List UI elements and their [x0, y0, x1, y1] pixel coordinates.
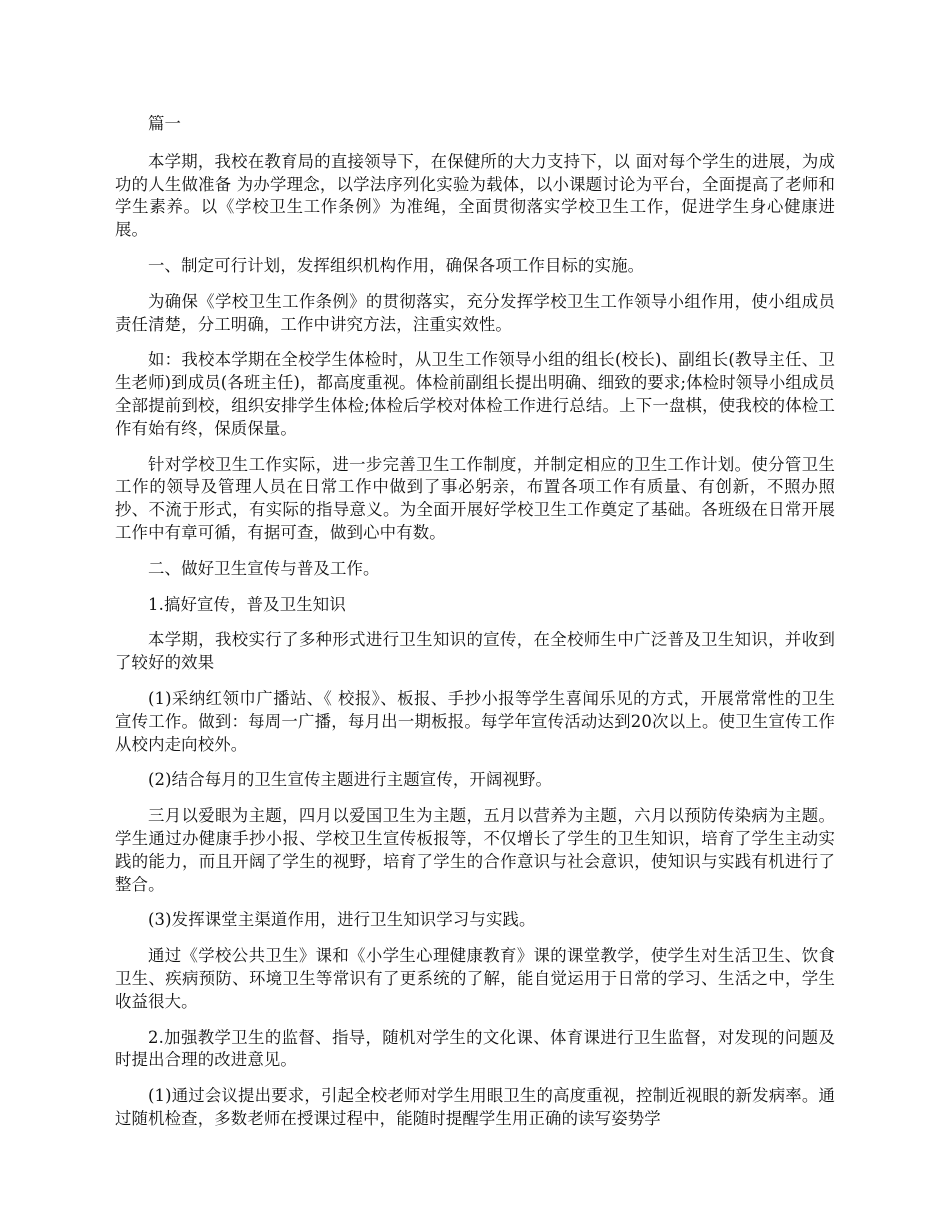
section-heading-1: 一、制定可行计划，发挥组织机构作用，确保各项工作目标的实施。	[148, 255, 645, 275]
paragraph: 为确保《学校卫生工作条例》的贯彻落实，充分发挥学校卫生工作领导小组作用，使小组成员责任清楚，分工明确，工作中讲究方法，注重实效性。	[115, 291, 835, 334]
paragraph: 通过《学校公共卫生》课和《小学生心理健康教育》课的课堂教学，使学生对生活卫生、饮食卫生、疾病预防、环境卫生等常识有了更系统的了解，能自觉运用于日常的学习、生活之中，学生收益很大。	[115, 946, 835, 1011]
paragraph: 三月以爱眼为主题，四月以爱国卫生为主题，五月以营养为主题，六月以预防传染病为主题。学生通过办健康手抄小报、学校卫生宣传板报等，不仅增长了学生的卫生知识，培育了学生主动实践的能力，而且开阔了学生的视野，培育了学生的合作意识与社会意识，使知识与实践有机进行了整合。	[115, 806, 835, 894]
document-heading: 篇一	[148, 114, 182, 133]
paragraph: 针对学校卫生工作实际，进一步完善卫生工作制度，并制定相应的卫生工作计划。使分管卫生工作的领导及管理人员在日常工作中做到了事必躬亲，布置各项工作有质量、有创新，不照办照抄、不流于形式，有实际的指导意义。为全面开展好学校卫生工作奠定了基础。各班级在日常开展工作中有章可循，有据可查，做到心中有数。	[115, 454, 835, 542]
paragraph-intro: 本学期，我校在教育局的直接领导下，在保健所的大力支持下，以 面对每个学生的进展，为成功的人生做准备 为办学理念，以学法序列化实验为载体，以小课题讨论为平台，全面提高了老师和学生素养。以《学校卫生工作条例》为准绳，全面贯彻落实学校卫生工作，促进学生身心健康进展。	[115, 151, 835, 240]
list-item: (2)结合每月的卫生宣传主题进行主题宣传，开阔视野。	[148, 770, 553, 790]
subsection-heading: 2.加强教学卫生的监督、指导，随机对学生的文化课、体育课进行卫生监督，对发现的问题及时提出合理的改进意见。	[115, 1027, 835, 1070]
list-item: (1)采纳红领巾广播站、《 校报》、板报、手抄小报等学生喜闻乐见的方式，开展常常性的卫生宣传工作。做到：每周一广播，每月出一期板报。每学年宣传活动达到20次以上。使卫生宣传工作从校内走向校外。	[115, 688, 835, 754]
document-body	[115, 113, 835, 1144]
section-heading-2: 二、做好卫生宣传与普及工作。	[148, 558, 380, 578]
paragraph: 本学期，我校实行了多种形式进行卫生知识的宣传，在全校师生中广泛普及卫生知识，并收到了较好的效果	[115, 630, 835, 673]
paragraph: 如：我校本学期在全校学生体检时，从卫生工作领导小组的组长(校长)、副组长(教导主任、卫生老师)到成员(各班主任)，都高度重视。体检前副组长提出明确、细致的要求;体检时领导小组成员全部提前到校，组织安排学生体检;体检后学校对体检工作进行总结。上下一盘棋，使我校的体检工作有始有终，保质保量。	[115, 350, 836, 438]
list-item: (3)发挥课堂主渠道作用，进行卫生知识学习与实践。	[148, 910, 536, 930]
subsection-heading: 1.搞好宣传，普及卫生知识	[148, 594, 346, 614]
list-item: (1)通过会议提出要求，引起全校老师对学生用眼卫生的高度重视，控制近视眼的新发病率。通过随机检查，多数老师在授课过程中，能随时提醒学生用正确的读写姿势学	[115, 1086, 835, 1128]
